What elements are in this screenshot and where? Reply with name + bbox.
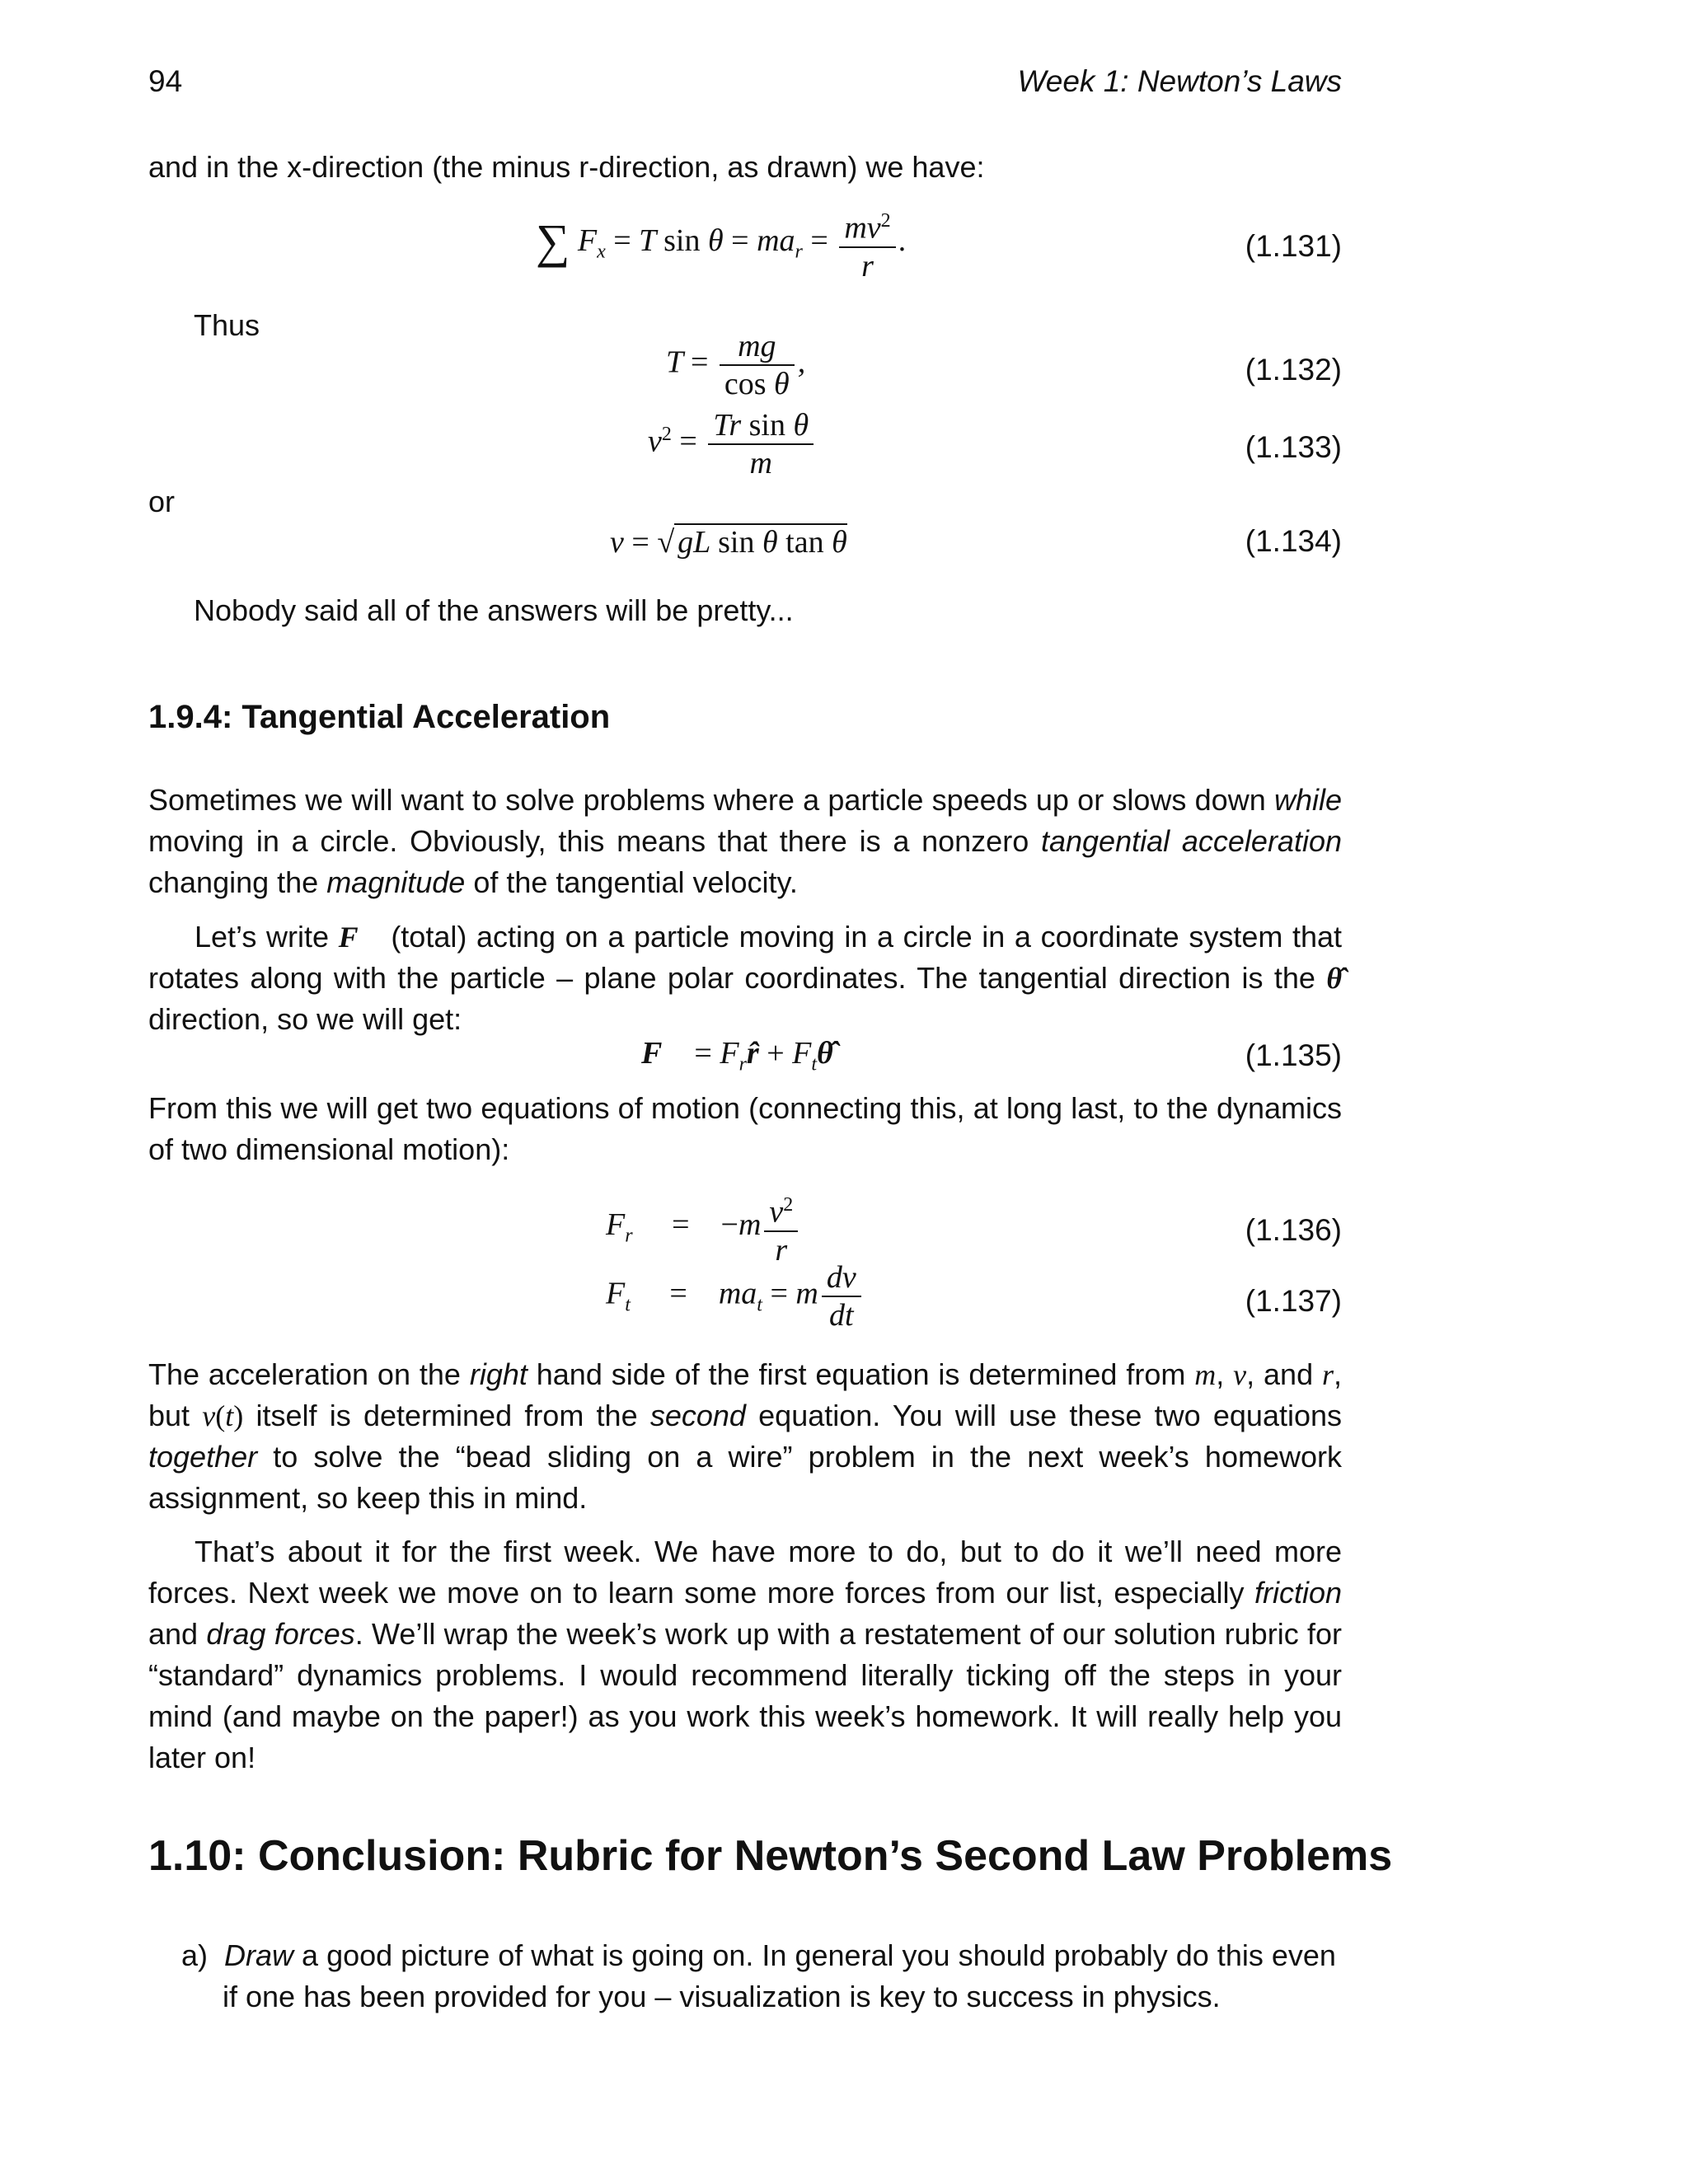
- intro-text: and in the x-direction (the minus r-direction, as drawn) we have:: [148, 150, 985, 184]
- paragraph-acceleration: The acceleration on the right hand side of the first equation is determined from m, v, and r, but v(t) itself is determined from the second equation. You will use these two equations together to solve the “bead sliding on a wire” problem in the next week’s homework assignment, so keep this in mind.: [148, 1357, 1343, 1515]
- rubric-list: [181, 1935, 1342, 2018]
- section-heading-conclusion: 1.10: Conclusion: Rubric for Newton’s Second Law Problems: [148, 1832, 1393, 1880]
- equation-1-132: T = $\frac{mg}{\text{cos θ}}$ ,: [666, 329, 806, 401]
- list-item: a) Draw a good picture of what is going on. In general you should probably do this even if one has been provided for you – visualization is key to success in physics.: [181, 1938, 1336, 2013]
- nobody-text: Nobody said all of the answers will be pretty...: [194, 593, 794, 627]
- equation-number-1-137: (1.137): [1245, 1284, 1342, 1318]
- equation-1-134: v = √ gL sin θ tan θ: [610, 525, 847, 560]
- equation-number-1-134: (1.134): [1245, 524, 1342, 558]
- section-heading-tangential: 1.9.4: Tangential Acceleration: [148, 699, 611, 735]
- equation-number-1-133: (1.133): [1245, 430, 1342, 464]
- equation-1-133: $v^2$ = $\frac{\text{Tr sin θ}}{m}$: [648, 407, 817, 481]
- equation-number-1-135: (1.135): [1245, 1038, 1342, 1072]
- running-title: Week 1: Newton’s Laws: [1017, 64, 1342, 98]
- equation-number-1-132: (1.132): [1245, 353, 1342, 387]
- equation-1-137: $F_t$ = $ma_t = m$ $\frac{dv}{dt}$: [606, 1259, 865, 1333]
- paragraph-from-this: From this we will get two equations of motion (connecting this, at long last, to the dynamics of two dimensional motion):: [148, 1091, 1342, 1166]
- equation-1-131: ∑ $F_x = T$ $\sin \theta = ma_r$ = $\frac{mv^2}{r}$ .: [536, 203, 907, 284]
- paragraph-lets-write: Let’s write F⃗ (total) acting on a particle moving in a circle in a coordinate system that rotates along with the particle – plane polar coordinates. The tangential direction is the θ̂ direction, so we will get:: [148, 920, 1343, 1036]
- equation-number-1-131: (1.131): [1245, 229, 1342, 263]
- equation-number-1-136: (1.136): [1245, 1213, 1342, 1247]
- paragraph-sometimes: Sometimes we will want to solve problems where a particle speeds up or slows down while moving in a circle. Obviously, this means that there is a nonzero tangential acceleration changing the magnitude of the tangential velocity.: [148, 783, 1342, 899]
- thus-text: Thus: [194, 308, 260, 342]
- equation-1-136: $F_r$ = −m $\frac{v^2}{r}$: [606, 1187, 801, 1268]
- page-number: 94: [148, 64, 183, 98]
- equation-1-135: F⃗ = $F_rr̂$ + $F_t\thetâ$: [641, 1036, 833, 1076]
- paragraph-thats-about-it: That’s about it for the first week. We have more to do, but to do it we’ll need more forces. Next week we move on to learn some more forces from our list, especially friction and drag forces. We’ll wrap the week’s work up with a restatement of our solution rubric for “standard” dynamics problems. I would recommend literally ticking off the steps in your mind (and maybe on the paper!) as you work this week’s homework. It will really help you later on!: [148, 1535, 1342, 1774]
- or-text: or: [148, 485, 176, 518]
